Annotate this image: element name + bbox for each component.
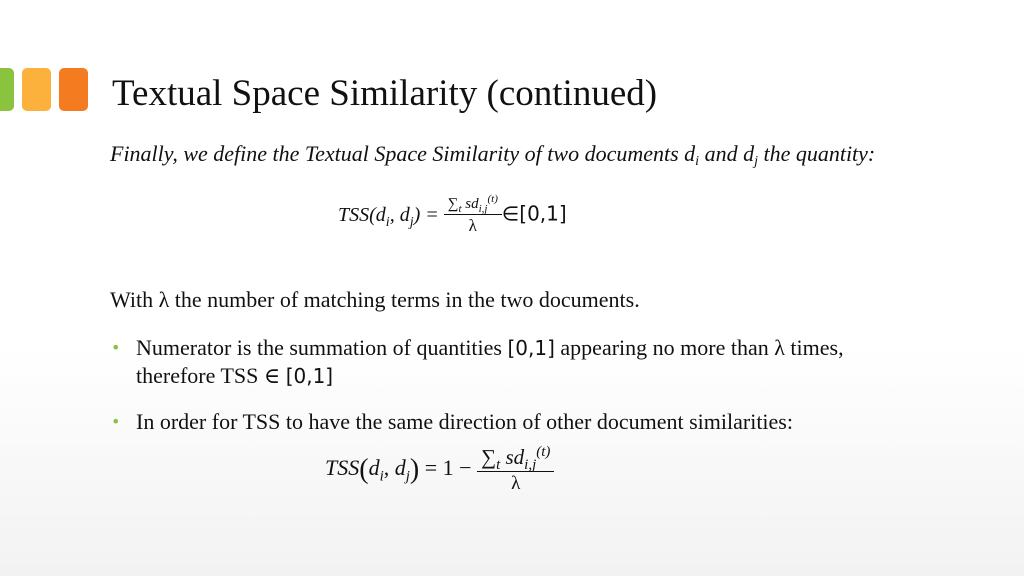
tss-definition-formula bbox=[338, 193, 567, 236]
bullet-item-numerator: • Numerator is the summation of quantities [0,1] appearing no more than λ times, therefore TSS ∈ [0,1] bbox=[111, 335, 844, 388]
intro-sub-j: j bbox=[754, 154, 758, 169]
decor-bar-orange bbox=[59, 68, 88, 111]
intro-sub-i: i bbox=[695, 154, 700, 169]
bullet-dot-icon: • bbox=[111, 338, 121, 357]
bullet-item-direction: • In order for TSS to have the same direction of other document similarities: bbox=[111, 409, 793, 434]
formula1-fraction bbox=[444, 193, 502, 236]
formula2-fraction bbox=[477, 445, 554, 495]
bullet-list bbox=[110, 334, 910, 453]
formula1-lhs: $TSS(d_i$, $d_j$) = bbox=[338, 203, 439, 230]
lambda-explanation: With λ the number of matching terms in the two documents. bbox=[110, 287, 640, 312]
formula1-numerator: $\sum_t$ $sd_{i,j}^{(t)}$ bbox=[444, 196, 502, 215]
intro-text-2: and d bbox=[699, 141, 755, 166]
bullet-dot-icon: • bbox=[111, 412, 121, 431]
intro-paragraph bbox=[110, 140, 930, 167]
slide-title: Textual Space Similarity (continued) bbox=[112, 73, 658, 114]
formula1-range: ∈[0,1] bbox=[501, 201, 567, 226]
formula2-denominator: λ bbox=[511, 473, 521, 494]
formula2-lhs: $TSS(d_i$, $d_j) = 1$ − bbox=[325, 454, 472, 486]
intro-text-1: Finally, we define the Textual Space Similarity of two documents d bbox=[110, 141, 696, 166]
intro-text-3: the quantity: bbox=[757, 141, 876, 166]
decor-bar-green bbox=[0, 68, 14, 111]
decor-bar-yellow bbox=[22, 68, 51, 111]
formula1-denominator: λ bbox=[468, 216, 477, 235]
tss-complement-formula bbox=[325, 445, 554, 495]
formula2-numerator: $\sum_t$ $sd_{i,j}^{(t)}$ bbox=[477, 445, 554, 472]
